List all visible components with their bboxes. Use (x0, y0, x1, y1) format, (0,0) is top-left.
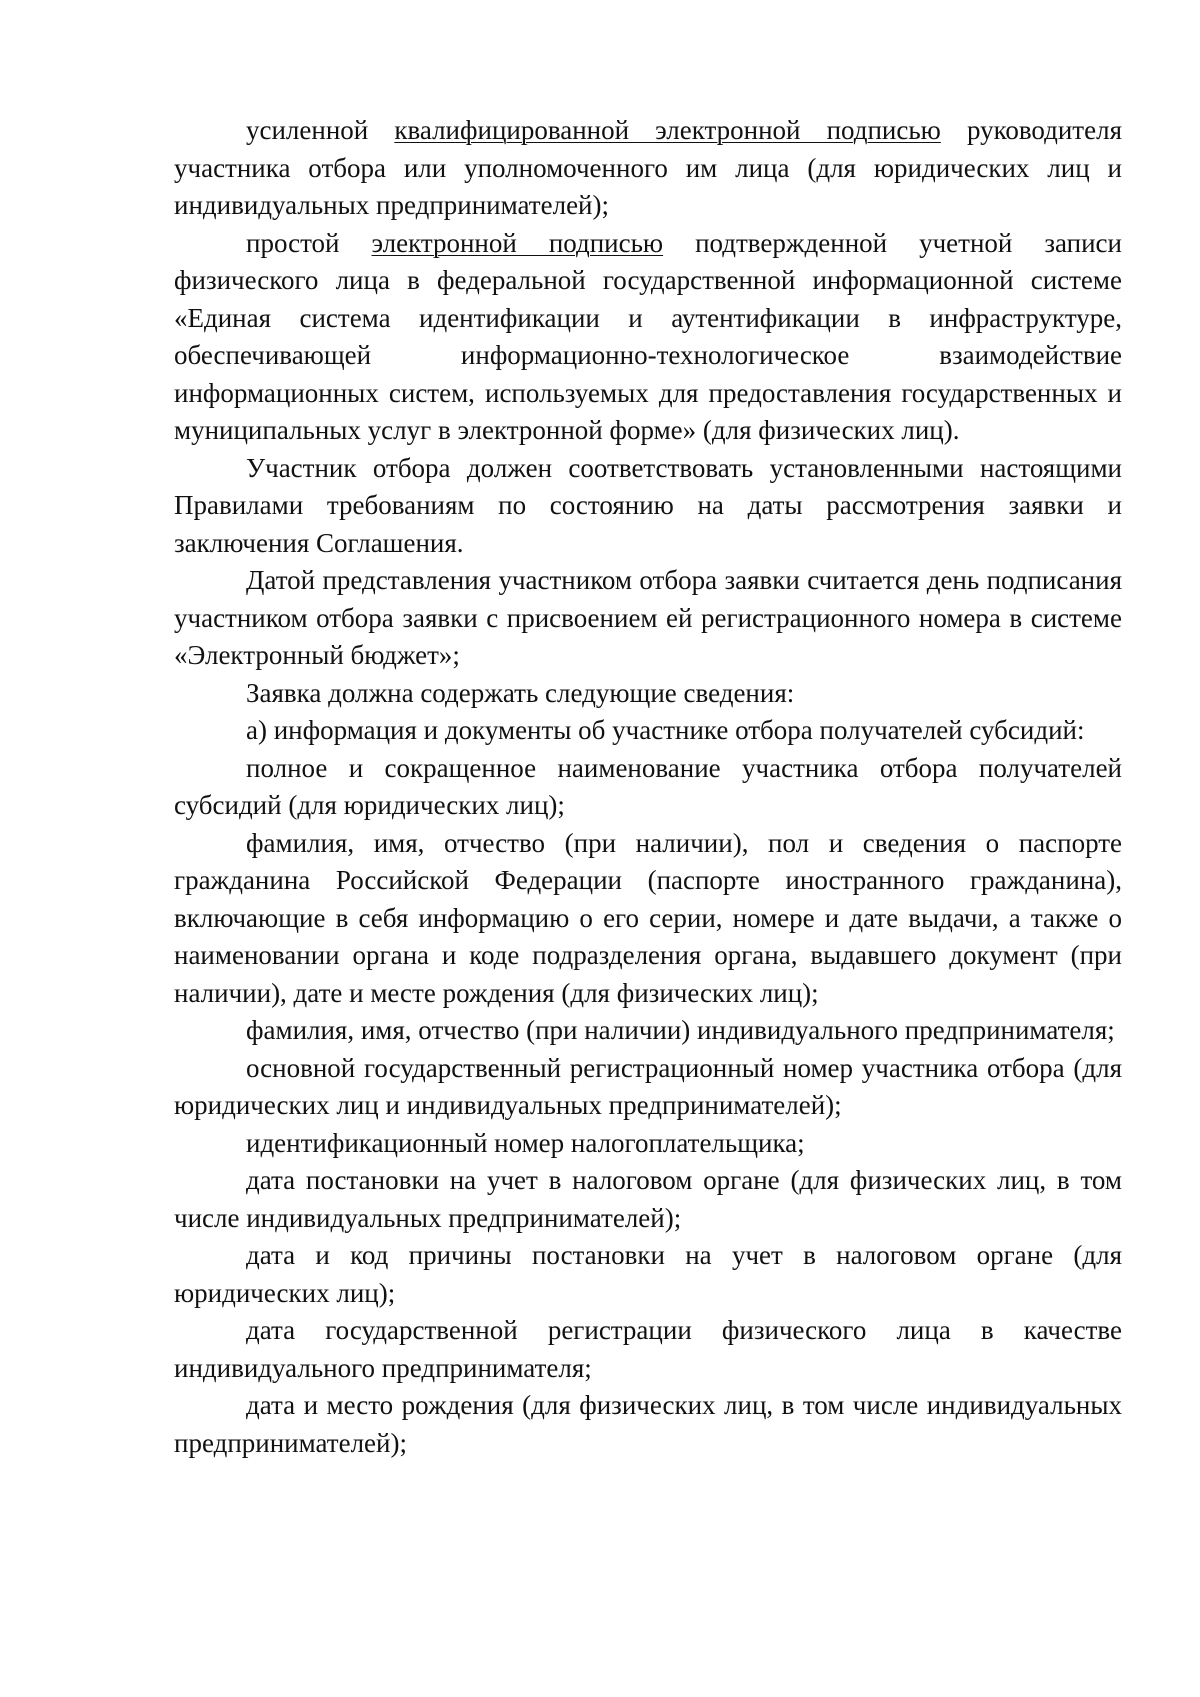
paragraph-signature-simple (174, 225, 1122, 450)
paragraph-full-name: полное и сокращенное наименование участника отбора получателей субсидий (для юридических лиц); (174, 752, 1122, 820)
paragraph-passport-details: фамилия, имя, отчество (при наличии), пол и сведения о паспорте гражданина Российской Федерации (паспорте иностранного гражданина), включающие в себя информацию о его серии, номере и дате выдачи, а также о наименовании органа и коде подразделения органа, выдавшего документ (при наличии), дате и месте рождения (для физических лиц); (174, 827, 1122, 1008)
paragraph-inn: идентификационный номер налогоплательщика; (246, 1127, 805, 1158)
paragraph-text: подтвержденной учетной записи физического лица в федеральной государственной информационной системе «Единая система идентификации и аутентификации в инфраструктуре, обеспечивающей информационно-технологическое взаимодействие информационных систем, используемых для предоставления государственных и муниципальных услуг в электронной форме» (для физических лиц). (174, 227, 1122, 445)
paragraph-birth-details: дата и место рождения (для физических лиц, в том числе индивидуальных предпринимателей); (174, 1390, 1122, 1458)
paragraph-text: руководителя участника отбора или уполномоченного им лица (для юридических лиц и индивидуальных предпринимателей); (174, 115, 1122, 220)
document-page (174, 112, 1122, 1462)
paragraph-state-registration-date: дата государственной регистрации физического лица в качестве индивидуального предпринимателя; (174, 1315, 1122, 1383)
paragraph-text: усиленной (246, 115, 395, 145)
simple-signature-link[interactable]: электронной подписью (371, 227, 664, 258)
paragraph-signature-qualified (174, 112, 1122, 225)
paragraph-ogrn: основной государственный регистрационный номер участника отбора (для юридических лиц и индивидуальных предпринимателей); (174, 1052, 1122, 1120)
qualified-signature-link[interactable]: квалифицированной электронной подписью (394, 115, 941, 145)
paragraph-participant-requirements: Участник отбора должен соответствовать установленными настоящими Правилами требованиям по состоянию на даты рассмотрения заявки и заключения Соглашения. (174, 452, 1122, 558)
paragraph-entrepreneur-name: фамилия, имя, отчество (при наличии) индивидуального предпринимателя; (246, 1015, 1115, 1045)
paragraph-application-contents: Заявка должна содержать следующие сведения: (246, 677, 795, 708)
paragraph-kpp: дата и код причины постановки на учет в налоговом органе (для юридических лиц); (174, 1240, 1122, 1308)
paragraph-submission-date: Датой представления участником отбора заявки считается день подписания участником отбора заявки с присвоением ей регистрационного номера в системе «Электронный бюджет»; (174, 565, 1122, 670)
paragraph-item-a: а) информация и документы об участнике отбора получателей субсидий: (246, 715, 1085, 745)
paragraph-text: простой (246, 227, 372, 258)
paragraph-tax-registration-date: дата постановки на учет в налоговом органе (для физических лиц, в том числе индивидуальных предпринимателей); (174, 1165, 1122, 1233)
